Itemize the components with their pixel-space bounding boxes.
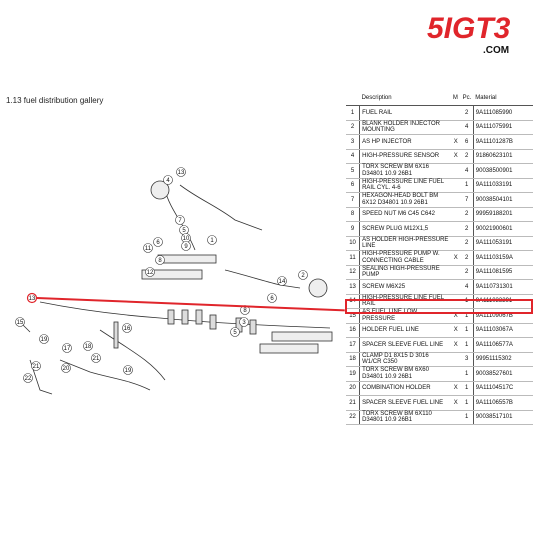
part-material-number: 9A11103159A <box>473 251 533 266</box>
part-description: FUEL RAIL <box>360 106 451 121</box>
table-row[interactable] <box>346 236 533 251</box>
part-description: SCREW M6X25 <box>360 280 451 295</box>
part-material-number: 99951115302 <box>473 352 533 367</box>
part-description: AS HP INJECTOR <box>360 135 451 150</box>
part-description: HIGH-PRESSURE PUMP W. CONNECTING CABLE <box>360 251 451 266</box>
part-number: 19 <box>346 367 360 382</box>
table-row[interactable] <box>346 323 533 338</box>
logo-text: 5IGT3 <box>427 12 511 45</box>
part-material-number: 9A111081595 <box>473 265 533 280</box>
table-row[interactable] <box>346 207 533 222</box>
callout <box>63 344 72 353</box>
table-row[interactable] <box>346 280 533 295</box>
part-quantity: 2 <box>461 265 474 280</box>
callout <box>176 216 185 225</box>
svg-text:16: 16 <box>123 326 131 332</box>
callout <box>124 366 133 375</box>
svg-text:13: 13 <box>28 296 36 302</box>
callout <box>123 324 132 333</box>
svg-text:1: 1 <box>210 238 214 244</box>
svg-text:9: 9 <box>184 244 188 250</box>
part-m-flag <box>451 410 461 425</box>
part-material-number: 9A11106557B <box>473 396 533 411</box>
part-description: COMBINATION HOLDER <box>360 381 451 396</box>
svg-text:11: 11 <box>144 246 152 252</box>
part-m-flag <box>451 120 461 135</box>
callout <box>182 242 191 251</box>
part-material-number: 90038527601 <box>473 367 533 382</box>
table-row[interactable] <box>346 164 533 179</box>
callout <box>299 271 308 280</box>
part-material-number: 9A111075991 <box>473 120 533 135</box>
part-material-number: 9A110731301 <box>473 280 533 295</box>
callout <box>32 362 41 371</box>
part-material-number: 99959188201 <box>473 207 533 222</box>
svg-text:21: 21 <box>92 356 100 362</box>
svg-text:20: 20 <box>62 366 70 372</box>
part-quantity: 1 <box>461 309 474 324</box>
part-quantity: 6 <box>461 135 474 150</box>
part-number: 8 <box>346 207 360 222</box>
callout <box>84 342 93 351</box>
part-m-flag <box>451 222 461 237</box>
part-number: 9 <box>346 222 360 237</box>
part-m-flag: X <box>451 381 461 396</box>
table-row[interactable] <box>346 396 533 411</box>
part-m-flag: X <box>451 338 461 353</box>
part-description: SPACER SLEEVE FUEL LINE <box>360 338 451 353</box>
part-quantity: 7 <box>461 193 474 208</box>
table-row[interactable] <box>346 338 533 353</box>
part-material-number: 9A11106577A <box>473 338 533 353</box>
table-header-row <box>346 91 533 106</box>
part-m-flag: X <box>451 135 461 150</box>
part-description: TORX SCREW BM 6X60 D34801 10.9 26B1 <box>360 367 451 382</box>
part-material-number: 90038500901 <box>473 164 533 179</box>
parts-diagram <box>0 110 345 410</box>
svg-text:6: 6 <box>270 296 274 302</box>
part-m-flag <box>451 106 461 121</box>
svg-text:17: 17 <box>63 346 71 352</box>
part-m-flag <box>451 236 461 251</box>
part-material-number: 9A11101287B <box>473 135 533 150</box>
table-row[interactable] <box>346 410 533 425</box>
part-material-number: 9A111033291 <box>473 294 533 309</box>
col-header-m: M <box>451 91 461 106</box>
part-quantity: 1 <box>461 178 474 193</box>
part-material-number: 91860623101 <box>473 149 533 164</box>
part-m-flag: X <box>451 323 461 338</box>
part-quantity: 1 <box>461 323 474 338</box>
part-description: TORX SCREW BM 6X110 D34801 10.9 26B1 <box>360 410 451 425</box>
part-quantity: 1 <box>461 294 474 309</box>
svg-text:22: 22 <box>24 376 32 382</box>
svg-text:14: 14 <box>278 279 286 285</box>
part-quantity: 4 <box>461 120 474 135</box>
part-m-flag: X <box>451 396 461 411</box>
callout <box>156 256 165 265</box>
callout <box>278 277 287 286</box>
table-row[interactable] <box>346 381 533 396</box>
part-m-flag <box>451 207 461 222</box>
svg-text:19: 19 <box>40 337 48 343</box>
part-description: AS FUEL LINE LOW PRESSURE <box>360 309 451 324</box>
callout <box>240 318 249 327</box>
svg-text:18: 18 <box>84 344 92 350</box>
part-m-flag <box>451 164 461 179</box>
part-number: 2 <box>346 120 360 135</box>
part-m-flag <box>451 193 461 208</box>
col-header-number <box>346 91 360 106</box>
part-number: 22 <box>346 410 360 425</box>
part-number: 10 <box>346 236 360 251</box>
part-number: 16 <box>346 323 360 338</box>
table-row[interactable] <box>346 106 533 121</box>
callout <box>16 318 25 327</box>
part-number: 17 <box>346 338 360 353</box>
callout <box>24 374 33 383</box>
part-description: HEXAGON-HEAD BOLT BM 6X12 D34801 10.9 26B1 <box>360 193 451 208</box>
part-material-number: 9A111033191 <box>473 178 533 193</box>
part-quantity: 1 <box>461 396 474 411</box>
part-m-flag <box>451 367 461 382</box>
callout <box>28 294 37 303</box>
part-m-flag: X <box>451 149 461 164</box>
part-quantity: 1 <box>461 338 474 353</box>
part-quantity: 3 <box>461 352 474 367</box>
callout <box>164 176 173 185</box>
part-material-number: 90038517101 <box>473 410 533 425</box>
part-m-flag: X <box>451 309 461 324</box>
part-description: CLAMP D1 8X15 D 3016 W1/CR C350 <box>360 352 451 367</box>
table-row[interactable] <box>346 265 533 280</box>
part-m-flag <box>451 352 461 367</box>
brand-logo <box>425 8 525 58</box>
part-m-flag <box>451 280 461 295</box>
part-description: HOLDER FUEL LINE <box>360 323 451 338</box>
table-row[interactable] <box>346 178 533 193</box>
part-number: 20 <box>346 381 360 396</box>
part-description: TORX SCREW BM 6X16 D34801 10.9 26B1 <box>360 164 451 179</box>
diagram-lines <box>20 181 332 394</box>
part-material-number: 9A11103067A <box>473 323 533 338</box>
svg-text:10: 10 <box>182 236 190 242</box>
part-description: BLANK HOLDER INJECTOR MOUNTING <box>360 120 451 135</box>
part-description: SCREW PLUG M12X1,5 <box>360 222 451 237</box>
table-row[interactable] <box>346 367 533 382</box>
logo-suffix: .COM <box>483 45 510 56</box>
col-header-description: Description <box>360 91 451 106</box>
callout <box>182 234 191 243</box>
part-number: 7 <box>346 193 360 208</box>
callout <box>40 335 49 344</box>
callout <box>144 244 153 253</box>
part-quantity: 2 <box>461 236 474 251</box>
part-material-number: 9A11104517C <box>473 381 533 396</box>
part-quantity: 1 <box>461 381 474 396</box>
svg-text:6: 6 <box>156 240 160 246</box>
part-quantity: 2 <box>461 149 474 164</box>
part-description: HIGH-PRESSURE SENSOR <box>360 149 451 164</box>
part-m-flag: X <box>451 251 461 266</box>
part-description: HIGH-PRESSURE LINE FUEL RAIL CYL. 4-6 <box>360 178 451 193</box>
svg-text:12: 12 <box>146 270 154 276</box>
callout <box>62 364 71 373</box>
part-number: 18 <box>346 352 360 367</box>
part-number: 5 <box>346 164 360 179</box>
part-quantity: 4 <box>461 280 474 295</box>
part-quantity: 1 <box>461 367 474 382</box>
part-quantity: 2 <box>461 222 474 237</box>
part-number: 3 <box>346 135 360 150</box>
part-number: 6 <box>346 178 360 193</box>
part-material-number: 90021900601 <box>473 222 533 237</box>
part-number: 13 <box>346 280 360 295</box>
part-quantity: 2 <box>461 106 474 121</box>
table-row[interactable] <box>346 120 533 135</box>
part-quantity: 4 <box>461 164 474 179</box>
part-m-flag <box>451 265 461 280</box>
table-row[interactable] <box>346 352 533 367</box>
callout <box>268 294 277 303</box>
col-header-material: Material <box>473 91 533 106</box>
part-number: 4 <box>346 149 360 164</box>
part-number: 14 <box>346 294 360 309</box>
part-material-number: 9A11109067B <box>473 309 533 324</box>
svg-text:8: 8 <box>158 258 162 264</box>
highlighted-row-box <box>345 299 533 314</box>
table-row[interactable] <box>346 193 533 208</box>
callout <box>92 354 101 363</box>
svg-text:4: 4 <box>166 178 170 184</box>
part-number: 1 <box>346 106 360 121</box>
table-row[interactable] <box>346 222 533 237</box>
svg-text:5: 5 <box>233 330 237 336</box>
part-m-flag <box>451 178 461 193</box>
part-number: 21 <box>346 396 360 411</box>
section-title: 1.13 fuel distribution gallery <box>6 96 104 105</box>
callout <box>180 226 189 235</box>
svg-text:15: 15 <box>16 320 24 326</box>
part-material-number: 9A111053191 <box>473 236 533 251</box>
part-description: SPEED NUT M6 C45 C642 <box>360 207 451 222</box>
svg-text:8: 8 <box>243 308 247 314</box>
part-description: SEALING HIGH-PRESSURE PUMP <box>360 265 451 280</box>
svg-text:19: 19 <box>124 368 132 374</box>
part-description: SPACER SLEEVE FUEL LINE <box>360 396 451 411</box>
callout <box>146 268 155 277</box>
part-material-number: 90038504101 <box>473 193 533 208</box>
part-number: 12 <box>346 265 360 280</box>
parts-table <box>346 91 533 425</box>
svg-text:2: 2 <box>301 273 305 279</box>
callout <box>231 328 240 337</box>
part-description: AS HOLDER HIGH-PRESSURE LINE <box>360 236 451 251</box>
part-number: 15 <box>346 309 360 324</box>
col-header-pc: Pc. <box>461 91 474 106</box>
svg-text:7: 7 <box>178 218 182 224</box>
part-quantity: 1 <box>461 410 474 425</box>
part-quantity: 2 <box>461 207 474 222</box>
callout <box>154 238 163 247</box>
table-row[interactable] <box>346 135 533 150</box>
table-row[interactable] <box>346 149 533 164</box>
svg-text:5: 5 <box>182 228 186 234</box>
part-number: 11 <box>346 251 360 266</box>
part-material-number: 9A111085990 <box>473 106 533 121</box>
callout <box>177 168 186 177</box>
callout <box>208 236 217 245</box>
svg-text:3: 3 <box>242 320 246 326</box>
svg-text:13: 13 <box>177 170 185 176</box>
svg-text:21: 21 <box>32 364 40 370</box>
table-row[interactable] <box>346 251 533 266</box>
part-description: HIGH-PRESSURE LINE FUEL RAIL <box>360 294 451 309</box>
part-quantity: 2 <box>461 251 474 266</box>
